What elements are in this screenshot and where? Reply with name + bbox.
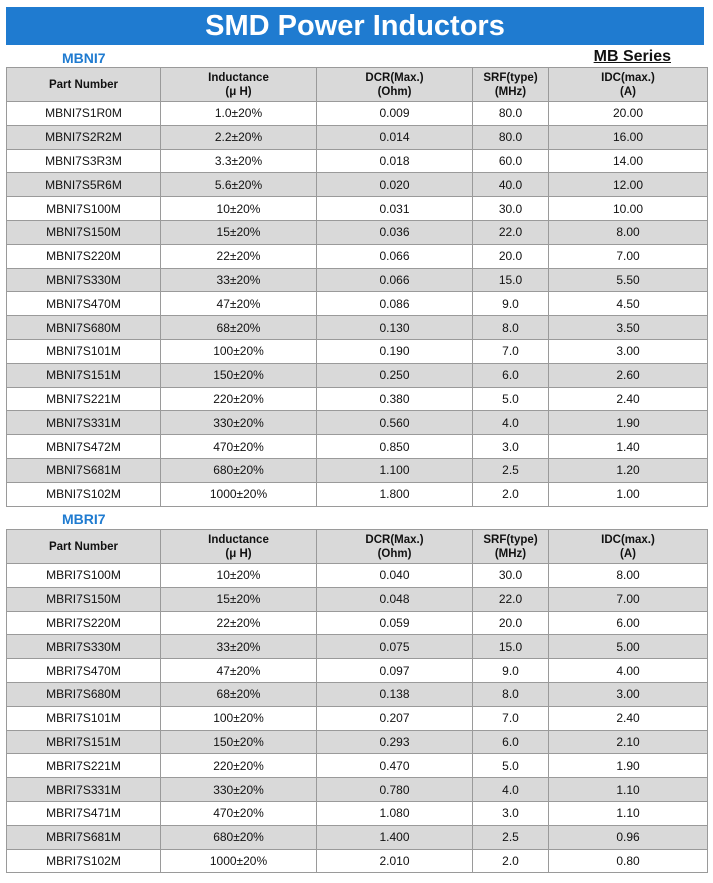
cell-part-number: MBRI7S221M xyxy=(7,754,161,778)
cell-dcr: 0.059 xyxy=(317,611,473,635)
cell-idc: 5.00 xyxy=(549,635,708,659)
column-header-unit: (Ohm) xyxy=(377,85,412,98)
cell-srf: 8.0 xyxy=(473,682,549,706)
column-header-line1: DCR(Max.) xyxy=(365,533,424,546)
column-header-line1: IDC(max.) xyxy=(601,533,655,546)
cell-srf: 80.0 xyxy=(473,102,549,126)
table-row xyxy=(7,849,708,873)
cell-srf: 7.0 xyxy=(473,339,549,363)
cell-inductance: 470±20% xyxy=(161,435,317,459)
cell-inductance: 33±20% xyxy=(161,268,317,292)
cell-idc: 20.00 xyxy=(549,102,708,126)
cell-inductance: 470±20% xyxy=(161,801,317,825)
column-header-unit: (A) xyxy=(620,85,636,98)
cell-idc: 16.00 xyxy=(549,125,708,149)
cell-inductance: 3.3±20% xyxy=(161,149,317,173)
cell-part-number: MBNI7S101M xyxy=(7,339,161,363)
cell-part-number: MBNI7S330M xyxy=(7,268,161,292)
spec-table-mbri7 xyxy=(6,529,708,873)
cell-part-number: MBNI7S1R0M xyxy=(7,102,161,126)
column-header-dcr xyxy=(317,68,473,102)
table-row xyxy=(7,730,708,754)
column-header-line1: SRF(type) xyxy=(483,533,538,546)
cell-srf: 30.0 xyxy=(473,197,549,221)
cell-part-number: MBNI7S5R6M xyxy=(7,173,161,197)
cell-idc: 2.10 xyxy=(549,730,708,754)
cell-dcr: 0.036 xyxy=(317,220,473,244)
cell-srf: 3.0 xyxy=(473,435,549,459)
cell-dcr: 0.040 xyxy=(317,564,473,588)
table-row xyxy=(7,268,708,292)
cell-part-number: MBNI7S100M xyxy=(7,197,161,221)
cell-idc: 1.90 xyxy=(549,411,708,435)
table-row xyxy=(7,682,708,706)
cell-inductance: 47±20% xyxy=(161,659,317,683)
cell-idc: 8.00 xyxy=(549,564,708,588)
cell-idc: 1.10 xyxy=(549,801,708,825)
table-row xyxy=(7,387,708,411)
cell-idc: 3.00 xyxy=(549,339,708,363)
cell-part-number: MBNI7S151M xyxy=(7,363,161,387)
cell-part-number: MBRI7S331M xyxy=(7,778,161,802)
cell-part-number: MBNI7S680M xyxy=(7,316,161,340)
cell-part-number: MBRI7S680M xyxy=(7,682,161,706)
cell-idc: 0.96 xyxy=(549,825,708,849)
cell-dcr: 0.066 xyxy=(317,268,473,292)
table-row xyxy=(7,659,708,683)
cell-srf: 6.0 xyxy=(473,730,549,754)
cell-dcr: 0.293 xyxy=(317,730,473,754)
cell-idc: 2.40 xyxy=(549,387,708,411)
cell-dcr: 0.190 xyxy=(317,339,473,363)
cell-dcr: 1.800 xyxy=(317,482,473,506)
cell-dcr: 0.380 xyxy=(317,387,473,411)
cell-idc: 1.90 xyxy=(549,754,708,778)
table-row xyxy=(7,611,708,635)
cell-dcr: 0.850 xyxy=(317,435,473,459)
cell-srf: 22.0 xyxy=(473,220,549,244)
cell-idc: 7.00 xyxy=(549,244,708,268)
table-row xyxy=(7,149,708,173)
column-header-srf xyxy=(473,530,549,564)
cell-srf: 20.0 xyxy=(473,244,549,268)
cell-part-number: MBNI7S221M xyxy=(7,387,161,411)
cell-inductance: 1000±20% xyxy=(161,849,317,873)
cell-dcr: 0.086 xyxy=(317,292,473,316)
cell-inductance: 2.2±20% xyxy=(161,125,317,149)
table-row xyxy=(7,102,708,126)
table-header-row xyxy=(7,530,708,564)
column-header-line1: Part Number xyxy=(48,78,119,91)
cell-inductance: 10±20% xyxy=(161,564,317,588)
cell-idc: 8.00 xyxy=(549,220,708,244)
cell-part-number: MBRI7S100M xyxy=(7,564,161,588)
table-row xyxy=(7,635,708,659)
cell-srf: 2.5 xyxy=(473,458,549,482)
cell-srf: 60.0 xyxy=(473,149,549,173)
table-row xyxy=(7,197,708,221)
cell-part-number: MBNI7S150M xyxy=(7,220,161,244)
page-title: SMD Power Inductors xyxy=(6,7,704,45)
cell-idc: 7.00 xyxy=(549,587,708,611)
table-row xyxy=(7,587,708,611)
column-header-inductance xyxy=(161,530,317,564)
cell-part-number: MBNI7S2R2M xyxy=(7,125,161,149)
column-header-line1: IDC(max.) xyxy=(601,71,655,84)
cell-dcr: 1.080 xyxy=(317,801,473,825)
cell-dcr: 0.470 xyxy=(317,754,473,778)
cell-dcr: 0.250 xyxy=(317,363,473,387)
table-row xyxy=(7,482,708,506)
cell-idc: 3.00 xyxy=(549,682,708,706)
cell-idc: 4.50 xyxy=(549,292,708,316)
cell-srf: 9.0 xyxy=(473,292,549,316)
cell-dcr: 0.020 xyxy=(317,173,473,197)
cell-part-number: MBNI7S472M xyxy=(7,435,161,459)
column-header-unit: (A) xyxy=(620,547,636,560)
cell-dcr: 0.075 xyxy=(317,635,473,659)
cell-dcr: 0.048 xyxy=(317,587,473,611)
cell-dcr: 2.010 xyxy=(317,849,473,873)
cell-part-number: MBNI7S102M xyxy=(7,482,161,506)
cell-inductance: 1000±20% xyxy=(161,482,317,506)
cell-idc: 1.20 xyxy=(549,458,708,482)
cell-srf: 80.0 xyxy=(473,125,549,149)
cell-dcr: 0.009 xyxy=(317,102,473,126)
table-row xyxy=(7,339,708,363)
cell-srf: 22.0 xyxy=(473,587,549,611)
cell-inductance: 100±20% xyxy=(161,706,317,730)
cell-inductance: 150±20% xyxy=(161,730,317,754)
table-row xyxy=(7,564,708,588)
cell-dcr: 0.066 xyxy=(317,244,473,268)
cell-idc: 3.50 xyxy=(549,316,708,340)
cell-idc: 2.60 xyxy=(549,363,708,387)
table-row xyxy=(7,220,708,244)
cell-inductance: 15±20% xyxy=(161,587,317,611)
cell-idc: 6.00 xyxy=(549,611,708,635)
cell-part-number: MBRI7S330M xyxy=(7,635,161,659)
cell-srf: 5.0 xyxy=(473,387,549,411)
section-label-mbni7: MBNI7 xyxy=(62,50,106,66)
cell-inductance: 5.6±20% xyxy=(161,173,317,197)
cell-srf: 30.0 xyxy=(473,564,549,588)
cell-idc: 10.00 xyxy=(549,197,708,221)
column-header-part-number xyxy=(7,68,161,102)
cell-idc: 4.00 xyxy=(549,659,708,683)
cell-inductance: 22±20% xyxy=(161,244,317,268)
cell-part-number: MBNI7S3R3M xyxy=(7,149,161,173)
column-header-line1: SRF(type) xyxy=(483,71,538,84)
column-header-unit: (Ohm) xyxy=(377,547,412,560)
cell-dcr: 0.780 xyxy=(317,778,473,802)
column-header-line1: DCR(Max.) xyxy=(365,71,424,84)
cell-part-number: MBNI7S331M xyxy=(7,411,161,435)
cell-inductance: 68±20% xyxy=(161,316,317,340)
cell-srf: 2.0 xyxy=(473,482,549,506)
column-header-line1: Inductance xyxy=(208,533,269,546)
cell-inductance: 1.0±20% xyxy=(161,102,317,126)
cell-part-number: MBRI7S101M xyxy=(7,706,161,730)
cell-dcr: 0.097 xyxy=(317,659,473,683)
table-row xyxy=(7,801,708,825)
cell-dcr: 1.100 xyxy=(317,458,473,482)
cell-inductance: 33±20% xyxy=(161,635,317,659)
cell-srf: 6.0 xyxy=(473,363,549,387)
cell-inductance: 220±20% xyxy=(161,754,317,778)
spec-table-mbni7 xyxy=(6,67,708,507)
cell-srf: 5.0 xyxy=(473,754,549,778)
column-header-unit: (μ H) xyxy=(225,547,252,560)
column-header-srf xyxy=(473,68,549,102)
table-row xyxy=(7,316,708,340)
cell-inductance: 330±20% xyxy=(161,411,317,435)
table-row xyxy=(7,435,708,459)
column-header-unit: (MHz) xyxy=(494,547,527,560)
cell-inductance: 330±20% xyxy=(161,778,317,802)
cell-srf: 40.0 xyxy=(473,173,549,197)
cell-dcr: 0.031 xyxy=(317,197,473,221)
cell-dcr: 0.014 xyxy=(317,125,473,149)
cell-part-number: MBRI7S102M xyxy=(7,849,161,873)
table-row xyxy=(7,363,708,387)
cell-part-number: MBRI7S220M xyxy=(7,611,161,635)
cell-dcr: 0.138 xyxy=(317,682,473,706)
column-header-line1: Inductance xyxy=(208,71,269,84)
cell-srf: 8.0 xyxy=(473,316,549,340)
table-header-row xyxy=(7,68,708,102)
series-label: MB Series xyxy=(593,48,671,65)
cell-srf: 2.0 xyxy=(473,849,549,873)
cell-part-number: MBRI7S151M xyxy=(7,730,161,754)
cell-idc: 14.00 xyxy=(549,149,708,173)
cell-srf: 15.0 xyxy=(473,635,549,659)
table-row xyxy=(7,754,708,778)
cell-srf: 9.0 xyxy=(473,659,549,683)
cell-inductance: 47±20% xyxy=(161,292,317,316)
table-row xyxy=(7,292,708,316)
cell-part-number: MBNI7S470M xyxy=(7,292,161,316)
cell-inductance: 220±20% xyxy=(161,387,317,411)
cell-idc: 12.00 xyxy=(549,173,708,197)
table-row xyxy=(7,244,708,268)
cell-inductance: 150±20% xyxy=(161,363,317,387)
column-header-unit: (MHz) xyxy=(494,85,527,98)
cell-srf: 3.0 xyxy=(473,801,549,825)
cell-dcr: 0.018 xyxy=(317,149,473,173)
cell-part-number: MBRI7S470M xyxy=(7,659,161,683)
cell-part-number: MBNI7S681M xyxy=(7,458,161,482)
table-row xyxy=(7,825,708,849)
section-label-mbri7: MBRI7 xyxy=(62,511,106,527)
column-header-dcr xyxy=(317,530,473,564)
table-row xyxy=(7,706,708,730)
table-row xyxy=(7,173,708,197)
cell-idc: 5.50 xyxy=(549,268,708,292)
table-row xyxy=(7,411,708,435)
table-row xyxy=(7,458,708,482)
cell-part-number: MBRI7S471M xyxy=(7,801,161,825)
cell-inductance: 22±20% xyxy=(161,611,317,635)
column-header-line1: Part Number xyxy=(48,540,119,553)
column-header-unit: (μ H) xyxy=(225,85,252,98)
cell-inductance: 15±20% xyxy=(161,220,317,244)
cell-srf: 2.5 xyxy=(473,825,549,849)
table-row xyxy=(7,778,708,802)
cell-idc: 1.00 xyxy=(549,482,708,506)
column-header-inductance xyxy=(161,68,317,102)
cell-inductance: 68±20% xyxy=(161,682,317,706)
cell-inductance: 680±20% xyxy=(161,458,317,482)
cell-inductance: 100±20% xyxy=(161,339,317,363)
cell-part-number: MBNI7S220M xyxy=(7,244,161,268)
cell-srf: 4.0 xyxy=(473,778,549,802)
cell-srf: 4.0 xyxy=(473,411,549,435)
cell-srf: 15.0 xyxy=(473,268,549,292)
cell-idc: 1.40 xyxy=(549,435,708,459)
column-header-idc xyxy=(549,68,708,102)
cell-part-number: MBRI7S681M xyxy=(7,825,161,849)
column-header-idc xyxy=(549,530,708,564)
cell-dcr: 0.130 xyxy=(317,316,473,340)
cell-srf: 7.0 xyxy=(473,706,549,730)
cell-dcr: 0.207 xyxy=(317,706,473,730)
cell-inductance: 10±20% xyxy=(161,197,317,221)
cell-dcr: 0.560 xyxy=(317,411,473,435)
cell-part-number: MBRI7S150M xyxy=(7,587,161,611)
column-header-part-number xyxy=(7,530,161,564)
cell-dcr: 1.400 xyxy=(317,825,473,849)
cell-idc: 0.80 xyxy=(549,849,708,873)
cell-inductance: 680±20% xyxy=(161,825,317,849)
cell-srf: 20.0 xyxy=(473,611,549,635)
table-row xyxy=(7,125,708,149)
cell-idc: 1.10 xyxy=(549,778,708,802)
cell-idc: 2.40 xyxy=(549,706,708,730)
